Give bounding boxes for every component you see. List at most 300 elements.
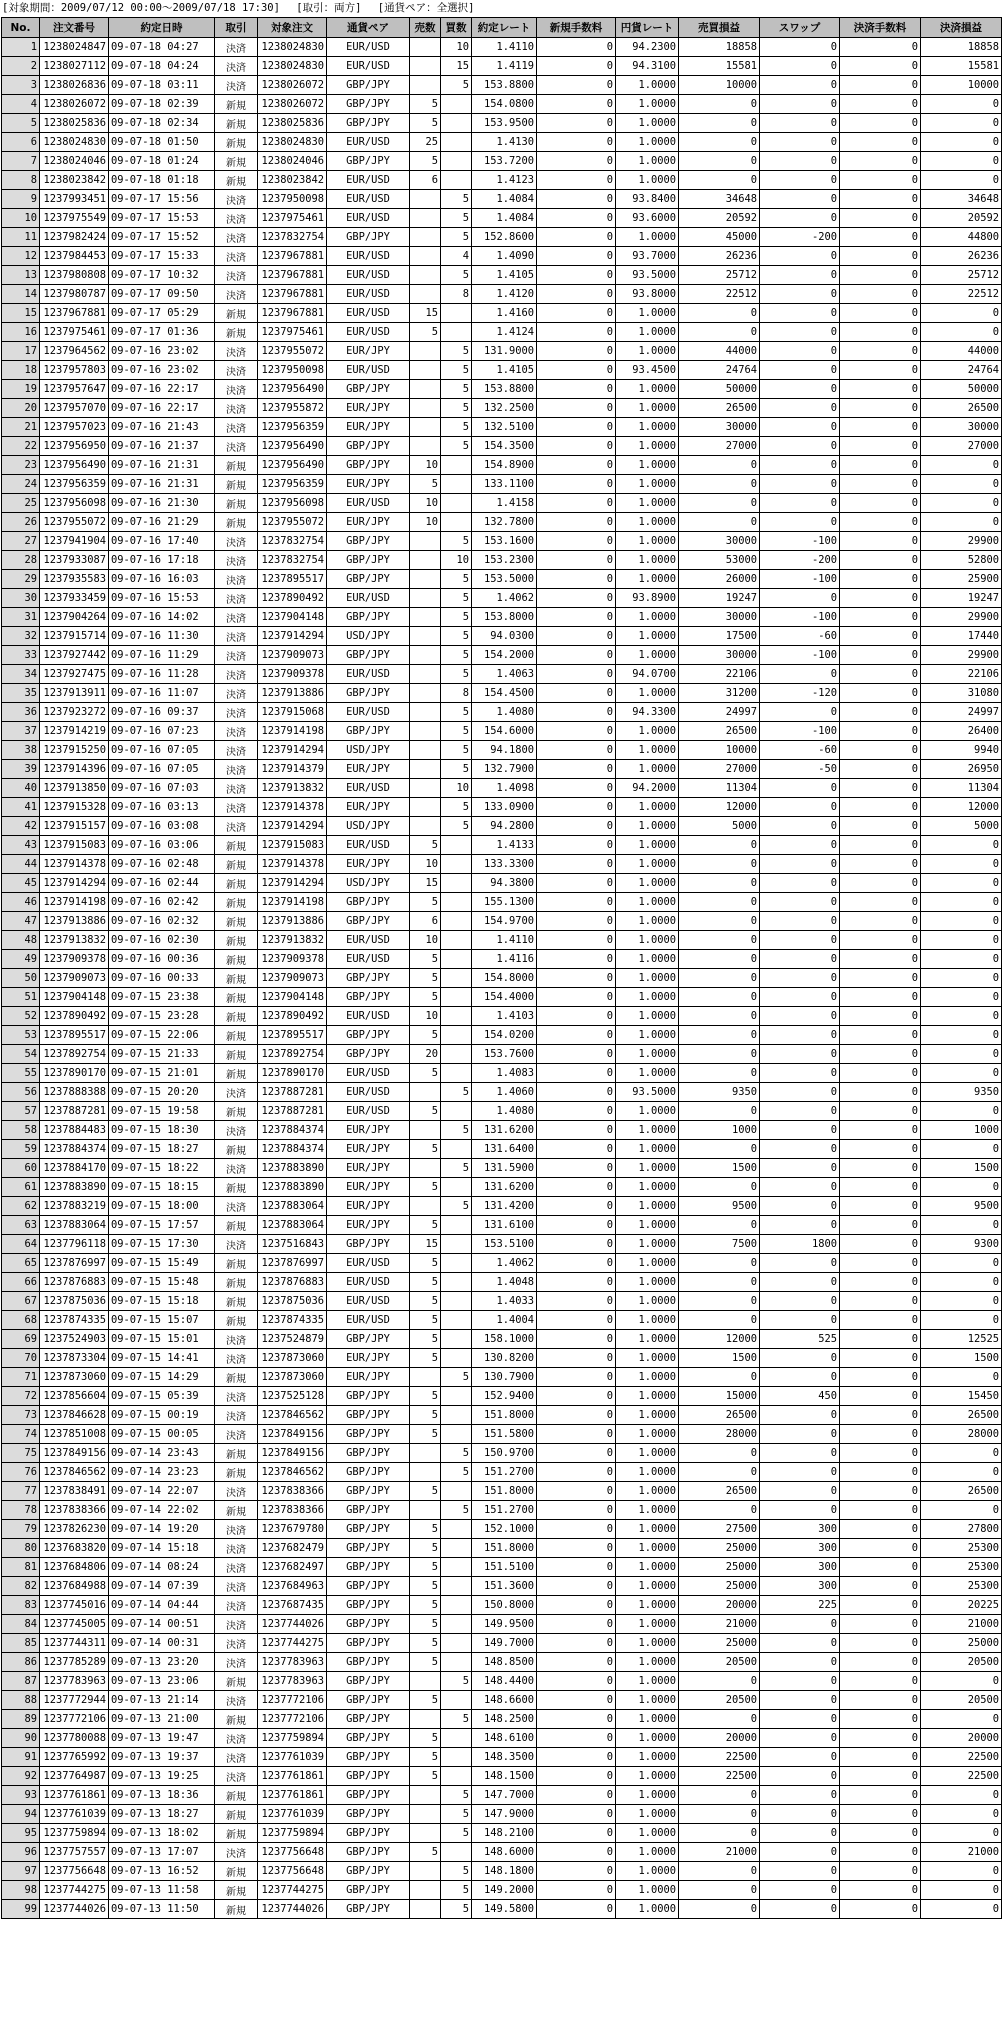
cell-settled-pl: 52800 xyxy=(921,551,1001,569)
cell-settled-pl: 0 xyxy=(921,1805,1001,1823)
cell-buy-qty: 5 xyxy=(441,1501,471,1519)
cell-yen-rate: 94.2300 xyxy=(616,38,678,56)
cell-swap: 0 xyxy=(760,1178,839,1196)
cell-trade-pl: 50000 xyxy=(679,380,759,398)
cell-pair: GBP/JPY xyxy=(327,570,409,588)
cell-no: 83 xyxy=(2,1596,39,1614)
col-header-exec-time[interactable]: 約定日時 xyxy=(109,18,214,37)
cell-exec-rate: 149.9500 xyxy=(472,1615,536,1633)
cell-swap: 0 xyxy=(760,1292,839,1310)
cell-exec-rate: 154.2000 xyxy=(472,646,536,664)
cell-target-order: 1237873060 xyxy=(258,1349,326,1367)
cell-exec-rate: 1.4033 xyxy=(472,1292,536,1310)
cell-pair: GBP/JPY xyxy=(327,1615,409,1633)
table-row xyxy=(2,133,1001,151)
cell-pair: EUR/USD xyxy=(327,1311,409,1329)
cell-swap: 0 xyxy=(760,836,839,854)
cell-open-fee: 0 xyxy=(537,247,615,265)
cell-exec-rate: 1.4110 xyxy=(472,931,536,949)
cell-close-fee: 0 xyxy=(840,380,920,398)
col-header-pair[interactable]: 通貨ペア xyxy=(327,18,409,37)
cell-target-order: 1237967881 xyxy=(258,304,326,322)
cell-open-fee: 0 xyxy=(537,323,615,341)
cell-swap: -100 xyxy=(760,646,839,664)
cell-trade-pl: 0 xyxy=(679,950,759,968)
cell-close-fee: 0 xyxy=(840,494,920,512)
cell-order-id: 1237957803 xyxy=(40,361,108,379)
cell-exec-time: 09-07-15 00:05 xyxy=(109,1425,214,1443)
cell-pair: EUR/USD xyxy=(327,1254,409,1272)
cell-swap: 300 xyxy=(760,1539,839,1557)
table-row xyxy=(2,1178,1001,1196)
cell-trade-pl: 0 xyxy=(679,1501,759,1519)
cell-yen-rate: 1.0000 xyxy=(616,342,678,360)
col-header-order-id[interactable]: 注文番号 xyxy=(40,18,108,37)
cell-open-fee: 0 xyxy=(537,171,615,189)
cell-buy-qty: 5 xyxy=(441,741,471,759)
cell-target-order: 1237914198 xyxy=(258,722,326,740)
cell-target-order: 1237744275 xyxy=(258,1634,326,1652)
cell-yen-rate: 1.0000 xyxy=(616,1824,678,1842)
cell-settled-pl: 0 xyxy=(921,1045,1001,1063)
cell-target-order: 1237955072 xyxy=(258,513,326,531)
cell-settled-pl: 25000 xyxy=(921,1634,1001,1652)
cell-settled-pl: 20000 xyxy=(921,1729,1001,1747)
cell-order-id: 1237873304 xyxy=(40,1349,108,1367)
cell-pair: GBP/JPY xyxy=(327,1805,409,1823)
cell-settled-pl: 25300 xyxy=(921,1577,1001,1595)
cell-yen-rate: 1.0000 xyxy=(616,1691,678,1709)
cell-trade-pl: 0 xyxy=(679,1824,759,1842)
cell-target-order: 1238024830 xyxy=(258,57,326,75)
cell-buy-qty: 5 xyxy=(441,722,471,740)
cell-trade-pl: 26500 xyxy=(679,399,759,417)
cell-trade-pl: 0 xyxy=(679,456,759,474)
cell-pair: EUR/JPY xyxy=(327,1159,409,1177)
cell-yen-rate: 1.0000 xyxy=(616,532,678,550)
cell-order-id: 1237913886 xyxy=(40,912,108,930)
cell-sell-qty: 5 xyxy=(410,1767,440,1785)
cell-trade-pl: 0 xyxy=(679,1881,759,1899)
cell-open-fee: 0 xyxy=(537,1653,615,1671)
cell-trade: 新規 xyxy=(215,475,257,493)
cell-exec-rate: 131.6200 xyxy=(472,1178,536,1196)
cell-no: 36 xyxy=(2,703,39,721)
table-row xyxy=(2,836,1001,854)
cell-exec-time: 09-07-15 15:01 xyxy=(109,1330,214,1348)
cell-trade: 決済 xyxy=(215,760,257,778)
col-header-trade-pl[interactable]: 売買損益 xyxy=(679,18,759,37)
cell-sell-qty: 5 xyxy=(410,1216,440,1234)
table-row xyxy=(2,1121,1001,1139)
cell-no: 72 xyxy=(2,1387,39,1405)
cell-exec-rate: 1.4120 xyxy=(472,285,536,303)
cell-open-fee: 0 xyxy=(537,817,615,835)
cell-yen-rate: 93.5000 xyxy=(616,1083,678,1101)
cell-buy-qty: 5 xyxy=(441,1368,471,1386)
cell-sell-qty: 5 xyxy=(410,1482,440,1500)
cell-sell-qty: 5 xyxy=(410,1653,440,1671)
cell-order-id: 1237923272 xyxy=(40,703,108,721)
cell-trade: 新規 xyxy=(215,1881,257,1899)
cell-exec-rate: 155.1300 xyxy=(472,893,536,911)
cell-yen-rate: 1.0000 xyxy=(616,152,678,170)
cell-sell-qty xyxy=(410,703,440,721)
cell-sell-qty: 5 xyxy=(410,1140,440,1158)
cell-swap: 0 xyxy=(760,1159,839,1177)
cell-close-fee: 0 xyxy=(840,1140,920,1158)
cell-pair: GBP/JPY xyxy=(327,969,409,987)
cell-yen-rate: 1.0000 xyxy=(616,950,678,968)
cell-target-order: 1237849156 xyxy=(258,1444,326,1462)
cell-buy-qty xyxy=(441,1349,471,1367)
cell-exec-time: 09-07-16 07:23 xyxy=(109,722,214,740)
cell-close-fee: 0 xyxy=(840,266,920,284)
table-row xyxy=(2,1235,1001,1253)
cell-trade-pl: 0 xyxy=(679,475,759,493)
cell-pair: EUR/JPY xyxy=(327,855,409,873)
cell-trade-pl: 34648 xyxy=(679,190,759,208)
table-row xyxy=(2,57,1001,75)
cell-yen-rate: 1.0000 xyxy=(616,1254,678,1272)
cell-yen-rate: 93.4500 xyxy=(616,361,678,379)
cell-close-fee: 0 xyxy=(840,969,920,987)
cell-pair: GBP/JPY xyxy=(327,646,409,664)
cell-close-fee: 0 xyxy=(840,1843,920,1861)
cell-exec-time: 09-07-17 15:56 xyxy=(109,190,214,208)
cell-trade-pl: 25000 xyxy=(679,1634,759,1652)
cell-order-id: 1237796118 xyxy=(40,1235,108,1253)
cell-swap: 0 xyxy=(760,1102,839,1120)
cell-close-fee: 0 xyxy=(840,1577,920,1595)
cell-no: 31 xyxy=(2,608,39,626)
cell-no: 8 xyxy=(2,171,39,189)
cell-trade-pl: 26236 xyxy=(679,247,759,265)
cell-target-order: 1237772106 xyxy=(258,1691,326,1709)
cell-no: 90 xyxy=(2,1729,39,1747)
cell-swap: 0 xyxy=(760,1843,839,1861)
cell-pair: EUR/USD xyxy=(327,931,409,949)
cell-exec-time: 09-07-16 02:42 xyxy=(109,893,214,911)
cell-exec-rate: 1.4103 xyxy=(472,1007,536,1025)
cell-order-id: 1237761861 xyxy=(40,1786,108,1804)
cell-trade-pl: 0 xyxy=(679,1805,759,1823)
cell-order-id: 1237856604 xyxy=(40,1387,108,1405)
cell-open-fee: 0 xyxy=(537,1121,615,1139)
cell-target-order: 1237761039 xyxy=(258,1748,326,1766)
cell-buy-qty xyxy=(441,1520,471,1538)
cell-trade: 新規 xyxy=(215,1710,257,1728)
table-row xyxy=(2,722,1001,740)
cell-yen-rate: 1.0000 xyxy=(616,1805,678,1823)
cell-sell-qty: 15 xyxy=(410,1235,440,1253)
cell-yen-rate: 1.0000 xyxy=(616,418,678,436)
cell-sell-qty xyxy=(410,266,440,284)
cell-yen-rate: 1.0000 xyxy=(616,1786,678,1804)
cell-pair: GBP/JPY xyxy=(327,532,409,550)
col-header-yen-rate[interactable]: 円貨レート xyxy=(616,18,678,37)
cell-open-fee: 0 xyxy=(537,76,615,94)
cell-exec-time: 09-07-18 02:34 xyxy=(109,114,214,132)
cell-pair: EUR/USD xyxy=(327,589,409,607)
cell-no: 73 xyxy=(2,1406,39,1424)
cell-exec-rate: 1.4119 xyxy=(472,57,536,75)
col-header-swap[interactable]: スワップ xyxy=(760,18,839,37)
cell-close-fee: 0 xyxy=(840,532,920,550)
table-row xyxy=(2,1843,1001,1861)
cell-buy-qty: 5 xyxy=(441,1881,471,1899)
cell-target-order: 1237914378 xyxy=(258,855,326,873)
cell-order-id: 1237744026 xyxy=(40,1900,108,1918)
cell-buy-qty xyxy=(441,494,471,512)
cell-trade: 決済 xyxy=(215,1197,257,1215)
col-header-no[interactable]: No. xyxy=(2,18,39,37)
cell-yen-rate: 1.0000 xyxy=(616,760,678,778)
cell-swap: 0 xyxy=(760,38,839,56)
cell-close-fee: 0 xyxy=(840,1653,920,1671)
col-header-settled-pl[interactable]: 決済損益 xyxy=(921,18,1001,37)
cell-trade: 決済 xyxy=(215,817,257,835)
cell-target-order: 1237975461 xyxy=(258,323,326,341)
cell-pair: EUR/USD xyxy=(327,190,409,208)
cell-order-id: 1237913832 xyxy=(40,931,108,949)
cell-target-order: 1237684963 xyxy=(258,1577,326,1595)
cell-close-fee: 0 xyxy=(840,323,920,341)
cell-target-order: 1237914294 xyxy=(258,817,326,835)
cell-trade-pl: 10000 xyxy=(679,76,759,94)
cell-exec-time: 09-07-15 23:38 xyxy=(109,988,214,1006)
cell-trade: 決済 xyxy=(215,665,257,683)
cell-target-order: 1237884374 xyxy=(258,1140,326,1158)
cell-pair: GBP/JPY xyxy=(327,1235,409,1253)
cell-close-fee: 0 xyxy=(840,399,920,417)
table-row xyxy=(2,437,1001,455)
cell-trade-pl: 0 xyxy=(679,1444,759,1462)
cell-exec-time: 09-07-16 21:37 xyxy=(109,437,214,455)
cell-open-fee: 0 xyxy=(537,1311,615,1329)
cell-no: 14 xyxy=(2,285,39,303)
col-header-trade[interactable]: 取引 xyxy=(215,18,257,37)
cell-order-id: 1237873060 xyxy=(40,1368,108,1386)
cell-no: 17 xyxy=(2,342,39,360)
cell-close-fee: 0 xyxy=(840,1634,920,1652)
cell-pair: EUR/JPY xyxy=(327,1121,409,1139)
cell-trade-pl: 21000 xyxy=(679,1615,759,1633)
cell-sell-qty: 5 xyxy=(410,1349,440,1367)
cell-settled-pl: 0 xyxy=(921,1026,1001,1044)
cell-settled-pl: 0 xyxy=(921,1672,1001,1690)
cell-sell-qty: 5 xyxy=(410,1330,440,1348)
cell-settled-pl: 19247 xyxy=(921,589,1001,607)
table-row xyxy=(2,1140,1001,1158)
cell-settled-pl: 0 xyxy=(921,1862,1001,1880)
cell-exec-time: 09-07-15 19:58 xyxy=(109,1102,214,1120)
cell-exec-rate: 1.4158 xyxy=(472,494,536,512)
cell-order-id: 1237956359 xyxy=(40,475,108,493)
cell-swap: 0 xyxy=(760,1862,839,1880)
cell-order-id: 1237927475 xyxy=(40,665,108,683)
cell-sell-qty xyxy=(410,1197,440,1215)
cell-exec-time: 09-07-16 02:30 xyxy=(109,931,214,949)
cell-sell-qty: 5 xyxy=(410,1026,440,1044)
cell-target-order: 1237904148 xyxy=(258,608,326,626)
cell-open-fee: 0 xyxy=(537,608,615,626)
cell-yen-rate: 1.0000 xyxy=(616,741,678,759)
cell-close-fee: 0 xyxy=(840,95,920,113)
cell-open-fee: 0 xyxy=(537,1615,615,1633)
cell-no: 75 xyxy=(2,1444,39,1462)
cell-trade-pl: 26500 xyxy=(679,1406,759,1424)
cell-settled-pl: 21000 xyxy=(921,1843,1001,1861)
cell-yen-rate: 1.0000 xyxy=(616,1539,678,1557)
col-header-sell-qty[interactable]: 売数 xyxy=(410,18,440,37)
cell-close-fee: 0 xyxy=(840,228,920,246)
cell-swap: -200 xyxy=(760,551,839,569)
cell-open-fee: 0 xyxy=(537,133,615,151)
col-header-close-fee[interactable]: 決済手数料 xyxy=(840,18,920,37)
col-header-exec-rate[interactable]: 約定レート xyxy=(472,18,536,37)
cell-settled-pl: 0 xyxy=(921,1178,1001,1196)
cell-yen-rate: 1.0000 xyxy=(616,722,678,740)
cell-trade: 新規 xyxy=(215,1273,257,1291)
cell-order-id: 1237744311 xyxy=(40,1634,108,1652)
cell-exec-time: 09-07-15 14:29 xyxy=(109,1368,214,1386)
cell-swap: 0 xyxy=(760,456,839,474)
table-row xyxy=(2,684,1001,702)
cell-pair: GBP/JPY xyxy=(327,1672,409,1690)
cell-swap: 0 xyxy=(760,817,839,835)
cell-buy-qty xyxy=(441,152,471,170)
cell-order-id: 1237875036 xyxy=(40,1292,108,1310)
cell-sell-qty: 5 xyxy=(410,1634,440,1652)
cell-yen-rate: 1.0000 xyxy=(616,1311,678,1329)
cell-no: 9 xyxy=(2,190,39,208)
cell-no: 87 xyxy=(2,1672,39,1690)
cell-target-order: 1237950098 xyxy=(258,190,326,208)
cell-close-fee: 0 xyxy=(840,1026,920,1044)
cell-trade-pl: 0 xyxy=(679,114,759,132)
cell-buy-qty: 5 xyxy=(441,380,471,398)
cell-close-fee: 0 xyxy=(840,779,920,797)
cell-trade-pl: 25000 xyxy=(679,1558,759,1576)
cell-close-fee: 0 xyxy=(840,1767,920,1785)
cell-swap: 0 xyxy=(760,969,839,987)
cell-trade-pl: 30000 xyxy=(679,532,759,550)
cell-buy-qty xyxy=(441,1387,471,1405)
cell-order-id: 1238024847 xyxy=(40,38,108,56)
cell-order-id: 1237914219 xyxy=(40,722,108,740)
cell-exec-time: 09-07-16 14:02 xyxy=(109,608,214,626)
cell-exec-rate: 1.4063 xyxy=(472,665,536,683)
cell-sell-qty xyxy=(410,1881,440,1899)
cell-yen-rate: 1.0000 xyxy=(616,551,678,569)
cell-open-fee: 0 xyxy=(537,1330,615,1348)
cell-sell-qty: 5 xyxy=(410,1254,440,1272)
cell-exec-time: 09-07-18 01:50 xyxy=(109,133,214,151)
cell-trade-pl: 1000 xyxy=(679,1121,759,1139)
cell-no: 46 xyxy=(2,893,39,911)
cell-trade: 決済 xyxy=(215,1387,257,1405)
cell-trade: 新規 xyxy=(215,1862,257,1880)
cell-settled-pl: 0 xyxy=(921,1881,1001,1899)
cell-buy-qty xyxy=(441,1767,471,1785)
cell-target-order: 1237875036 xyxy=(258,1292,326,1310)
cell-close-fee: 0 xyxy=(840,817,920,835)
cell-swap: -100 xyxy=(760,608,839,626)
cell-no: 7 xyxy=(2,152,39,170)
cell-exec-rate: 153.7600 xyxy=(472,1045,536,1063)
cell-order-id: 1237915714 xyxy=(40,627,108,645)
cell-open-fee: 0 xyxy=(537,1406,615,1424)
cell-exec-time: 09-07-15 23:28 xyxy=(109,1007,214,1025)
cell-target-order: 1237682479 xyxy=(258,1539,326,1557)
cell-order-id: 1237772106 xyxy=(40,1710,108,1728)
cell-no: 78 xyxy=(2,1501,39,1519)
cell-sell-qty: 5 xyxy=(410,1178,440,1196)
cell-exec-rate: 132.5100 xyxy=(472,418,536,436)
table-row xyxy=(2,1558,1001,1576)
cell-exec-time: 09-07-16 11:28 xyxy=(109,665,214,683)
cell-exec-time: 09-07-15 18:15 xyxy=(109,1178,214,1196)
cell-buy-qty xyxy=(441,836,471,854)
cell-no: 24 xyxy=(2,475,39,493)
cell-exec-rate: 131.6100 xyxy=(472,1216,536,1234)
cell-trade-pl: 0 xyxy=(679,95,759,113)
cell-trade-pl: 0 xyxy=(679,1311,759,1329)
cell-settled-pl: 0 xyxy=(921,95,1001,113)
cell-target-order: 1237909378 xyxy=(258,950,326,968)
cell-target-order: 1237914378 xyxy=(258,798,326,816)
cell-swap: 0 xyxy=(760,342,839,360)
cell-yen-rate: 1.0000 xyxy=(616,836,678,854)
cell-exec-time: 09-07-14 00:51 xyxy=(109,1615,214,1633)
cell-no: 96 xyxy=(2,1843,39,1861)
cell-yen-rate: 94.0700 xyxy=(616,665,678,683)
cell-open-fee: 0 xyxy=(537,1786,615,1804)
col-header-buy-qty[interactable]: 買数 xyxy=(441,18,471,37)
cell-buy-qty xyxy=(441,1596,471,1614)
cell-target-order: 1237895517 xyxy=(258,1026,326,1044)
cell-settled-pl: 0 xyxy=(921,1140,1001,1158)
cell-swap: 0 xyxy=(760,399,839,417)
cell-buy-qty: 5 xyxy=(441,1862,471,1880)
cell-sell-qty xyxy=(410,1463,440,1481)
cell-exec-rate: 1.4084 xyxy=(472,209,536,227)
cell-pair: EUR/USD xyxy=(327,57,409,75)
cell-exec-rate: 154.8000 xyxy=(472,969,536,987)
cell-sell-qty xyxy=(410,760,440,778)
cell-exec-rate: 130.7900 xyxy=(472,1368,536,1386)
cell-close-fee: 0 xyxy=(840,1007,920,1025)
col-header-target-order[interactable]: 対象注文 xyxy=(258,18,326,37)
cell-open-fee: 0 xyxy=(537,1254,615,1272)
cell-yen-rate: 1.0000 xyxy=(616,1197,678,1215)
cell-open-fee: 0 xyxy=(537,1425,615,1443)
cell-pair: USD/JPY xyxy=(327,741,409,759)
cell-pair: EUR/JPY xyxy=(327,1368,409,1386)
cell-exec-time: 09-07-16 03:13 xyxy=(109,798,214,816)
cell-settled-pl: 1500 xyxy=(921,1349,1001,1367)
cell-settled-pl: 22512 xyxy=(921,285,1001,303)
cell-buy-qty xyxy=(441,1273,471,1291)
table-row xyxy=(2,1444,1001,1462)
cell-open-fee: 0 xyxy=(537,589,615,607)
col-header-open-fee[interactable]: 新規手数料 xyxy=(537,18,615,37)
cell-swap: 0 xyxy=(760,1026,839,1044)
cell-pair: EUR/USD xyxy=(327,266,409,284)
cell-exec-time: 09-07-15 15:49 xyxy=(109,1254,214,1272)
cell-swap: 0 xyxy=(760,1444,839,1462)
